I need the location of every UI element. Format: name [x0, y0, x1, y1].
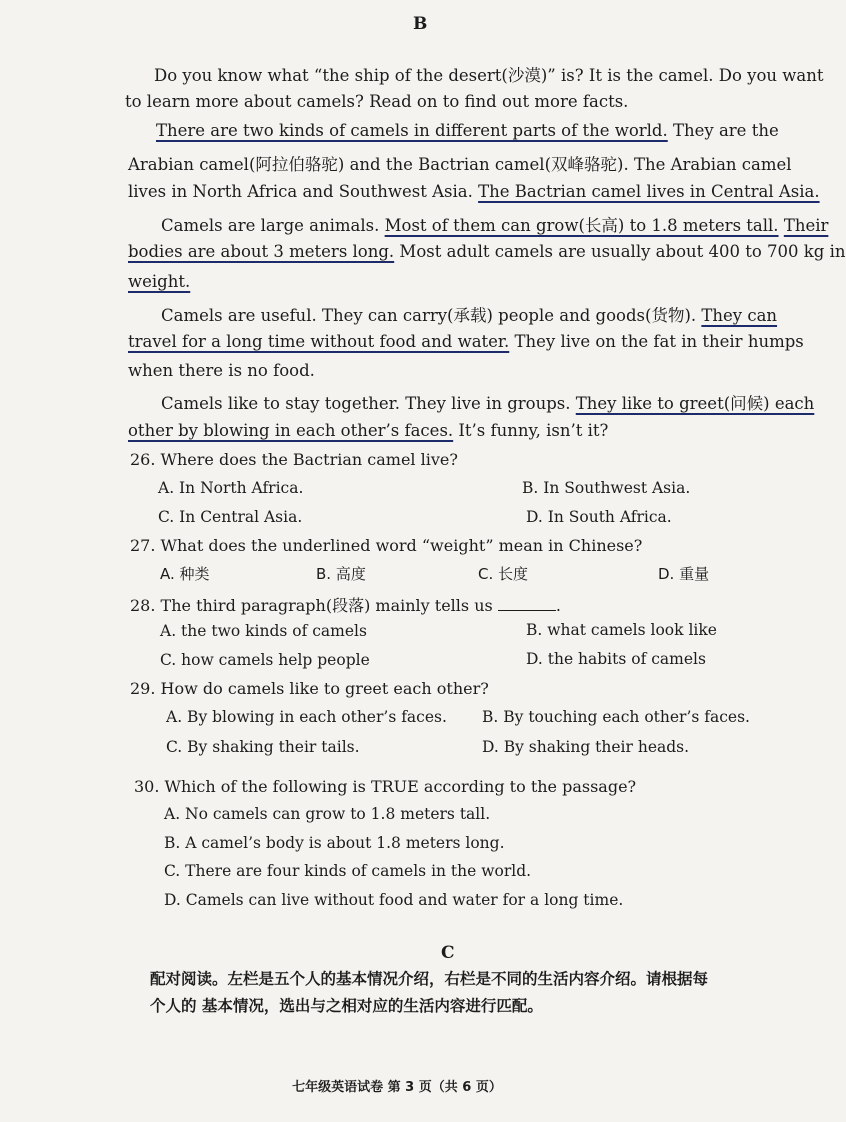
- underlined-sentence: There are two kinds of camels in different parts of the world.: [156, 121, 668, 140]
- question-27-option-b[interactable]: B. 高度: [316, 565, 366, 583]
- underlined-sentence: bodies are about 3 meters long.: [128, 242, 395, 261]
- question-28-option-b[interactable]: B. what camels look like: [526, 621, 717, 639]
- passage-text: Camels like to stay together. They live in groups.: [161, 394, 576, 413]
- section-c-instructions: 配对阅读。左栏是五个人的基本情况介绍，右栏是不同的生活内容介绍。请根据每个人的 基本情况，选出与之相对应的生活内容进行匹配。: [150, 970, 709, 1015]
- question-26-option-d[interactable]: D. In South Africa.: [526, 508, 672, 526]
- underlined-sentence: The Bactrian camel lives in Central Asia.: [478, 182, 820, 201]
- passage-text: lives in North Africa and Southwest Asia.: [128, 182, 479, 201]
- question-30-option-b[interactable]: B. A camel’s body is about 1.8 meters long.: [164, 834, 505, 852]
- passage-p2-line2: Arabian camel(阿拉伯骆驼) and the Bactrian camel(双峰骆驼). The Arabian camel: [128, 155, 792, 174]
- question-29-option-b[interactable]: B. By touching each other’s faces.: [482, 708, 750, 726]
- question-text: 28. The third paragraph(段落) mainly tells us: [130, 596, 493, 615]
- passage-text: They are the: [667, 121, 779, 140]
- passage-p2-line1: [156, 121, 779, 140]
- passage-p1-line1: Do you know what “the ship of the desert(沙漠)” is? It is the camel. Do you want: [154, 66, 824, 85]
- question-29-option-c[interactable]: C. By shaking their tails.: [166, 738, 360, 756]
- passage-p1-line2: to learn more about camels? Read on to find out more facts.: [125, 92, 629, 111]
- underlined-sentence: Most of them can grow(长高) to 1.8 meters tall.: [384, 216, 779, 235]
- question-27-option-c[interactable]: C. 长度: [478, 565, 529, 583]
- underlined-sentence: travel for a long time without food and water.: [128, 332, 510, 351]
- underlined-sentence: They can: [701, 306, 778, 325]
- passage-p4-line2: [128, 332, 804, 351]
- question-26-stem: 26. Where does the Bactrian camel live?: [130, 450, 458, 469]
- question-text: .: [555, 596, 561, 615]
- question-30-option-c[interactable]: C. There are four kinds of camels in the world.: [164, 862, 532, 880]
- question-26-option-a[interactable]: A. In North Africa.: [158, 479, 304, 497]
- question-26-option-c[interactable]: C. In Central Asia.: [158, 508, 303, 526]
- question-29-option-a[interactable]: A. By blowing in each other’s faces.: [166, 708, 447, 726]
- passage-text: Camels are large animals.: [161, 216, 385, 235]
- passage-p3-line1: [161, 212, 829, 236]
- passage-text: Most adult camels are usually about 400 to 700 kg in: [394, 242, 846, 261]
- passage-text: It’s funny, isn’t it?: [453, 421, 609, 440]
- passage-text: Camels are useful. They can carry(承载) people and goods(货物).: [161, 306, 702, 325]
- question-27-option-d[interactable]: D. 重量: [658, 565, 710, 583]
- question-28-option-d[interactable]: D. the habits of camels: [526, 650, 706, 668]
- question-26-option-b[interactable]: B. In Southwest Asia.: [522, 479, 691, 497]
- section-c-title: C: [441, 943, 455, 963]
- underlined-sentence: other by blowing in each other’s faces.: [128, 421, 454, 440]
- passage-p4-line3: when there is no food.: [128, 361, 315, 380]
- question-27-option-a[interactable]: A. 种类: [160, 565, 210, 583]
- passage-p3-line2: [128, 242, 846, 261]
- question-29-option-d[interactable]: D. By shaking their heads.: [482, 738, 690, 756]
- question-30-stem: 30. Which of the following is TRUE according to the passage?: [134, 777, 637, 796]
- question-28-option-c[interactable]: C. how camels help people: [160, 651, 370, 669]
- page-footer: 七年级英语试卷 第 3 页（共 6 页）: [292, 1080, 502, 1095]
- question-28-stem: [130, 593, 561, 616]
- question-30-option-a[interactable]: A. No camels can grow to 1.8 meters tall.: [164, 805, 491, 823]
- section-b-title: B: [413, 14, 428, 34]
- question-30-option-d[interactable]: D. Camels can live without food and water for a long time.: [164, 891, 624, 909]
- passage-text: They live on the fat in their humps: [509, 332, 804, 351]
- passage-p3-line3: [128, 272, 736, 291]
- passage-p2-line3: [128, 182, 820, 201]
- question-27-stem: 27. What does the underlined word “weight” mean in Chinese?: [130, 536, 643, 555]
- answer-blank[interactable]: [498, 596, 556, 611]
- underlined-sentence: Their: [783, 216, 829, 235]
- underlined-word-weight: weight.: [128, 272, 191, 291]
- question-28-option-a[interactable]: A. the two kinds of camels: [160, 622, 367, 640]
- passage-p5-line2: [128, 421, 736, 440]
- underlined-sentence: They like to greet(问候) each: [575, 394, 815, 413]
- passage-p5-line1: [161, 390, 815, 414]
- question-29-stem: 29. How do camels like to greet each other?: [130, 679, 489, 698]
- passage-p4-line1: [161, 302, 778, 326]
